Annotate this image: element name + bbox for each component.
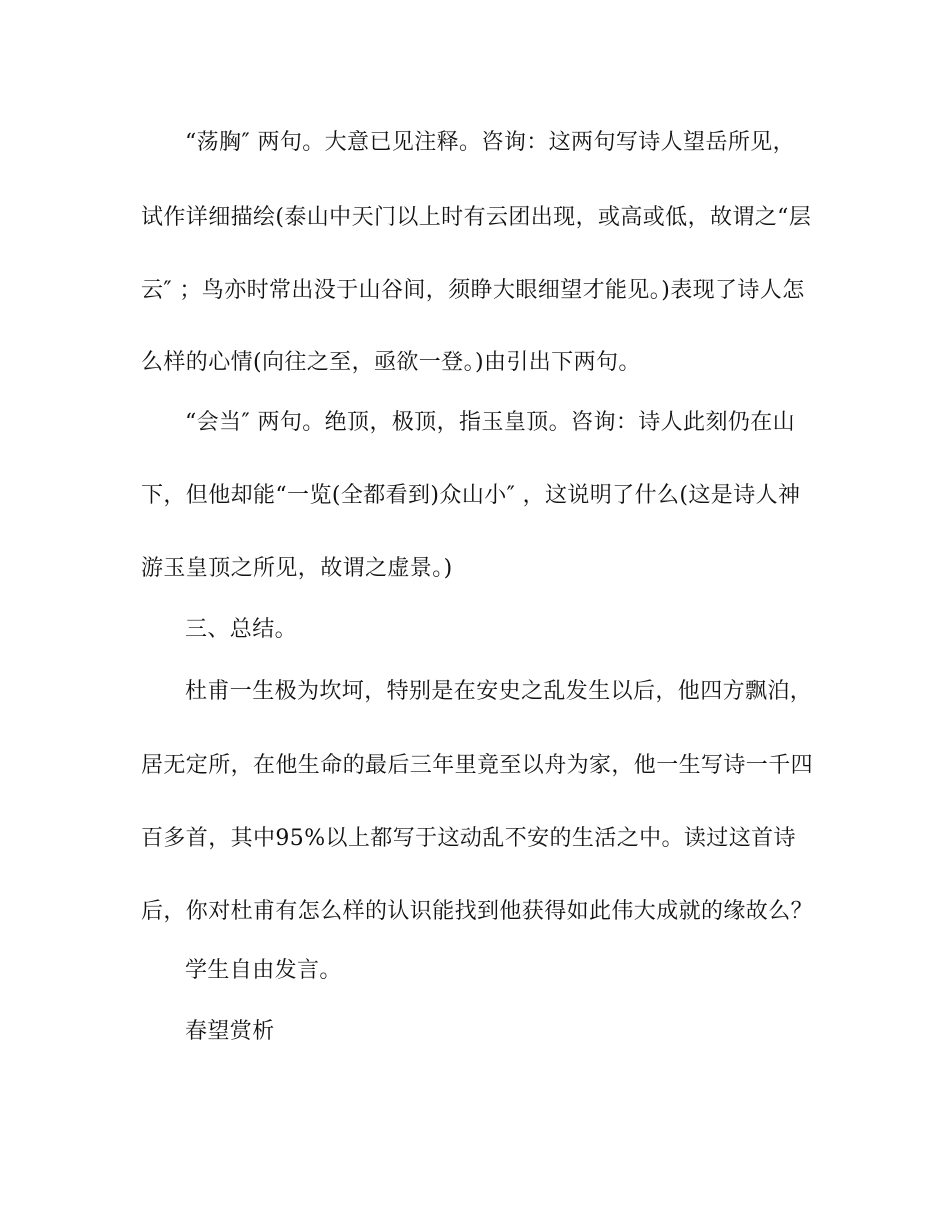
paragraph2-line1: “会当″ 两句。绝顶，极顶，指玉皇顶。咨询：诗人此刻仍在山: [185, 410, 796, 435]
paragraph1-line2: 试作详细描绘(泰山中天门以上时有云团出现，或高或低，故谓之“层: [141, 205, 812, 230]
paragraph3-line2: 居无定所，在他生命的最后三年里竟至以舟为家，他一生写诗一千四: [141, 753, 814, 778]
student-note: 学生自由发言。: [185, 958, 342, 983]
paragraph3-line3: 百多首，其中95%以上都写于这动乱不安的生活之中。读过这首诗: [141, 826, 796, 851]
paragraph3-line1: 杜甫一生极为坎坷，特别是在安史之乱发生以后，他四方飘泊，: [185, 679, 813, 704]
next-section-title: 春望赏析: [185, 1019, 275, 1044]
paragraph1-line3: 云″ ；鸟亦时常出没于山谷间，须睁大眼细望才能见。)表现了诗人怎: [141, 278, 805, 303]
paragraph3-line4: 后，你对杜甫有怎么样的认识能找到他获得如此伟大成就的缘故么？: [141, 899, 814, 924]
paragraph1-line4: 么样的心情(向往之至，亟欲一登。)由引出下两句。: [141, 350, 641, 375]
paragraph1-line1: “荡胸″ 两句。大意已见注释。咨询：这两句写诗人望岳所见，: [185, 130, 796, 155]
paragraph2-line2: 下，但他却能“一览(全都看到)众山小″ ，这说明了什么(这是诗人神: [141, 483, 801, 508]
section-heading: 三、总结。: [185, 617, 298, 642]
paragraph2-line3: 游玉皇顶之所见，故谓之虚景。): [141, 556, 453, 581]
